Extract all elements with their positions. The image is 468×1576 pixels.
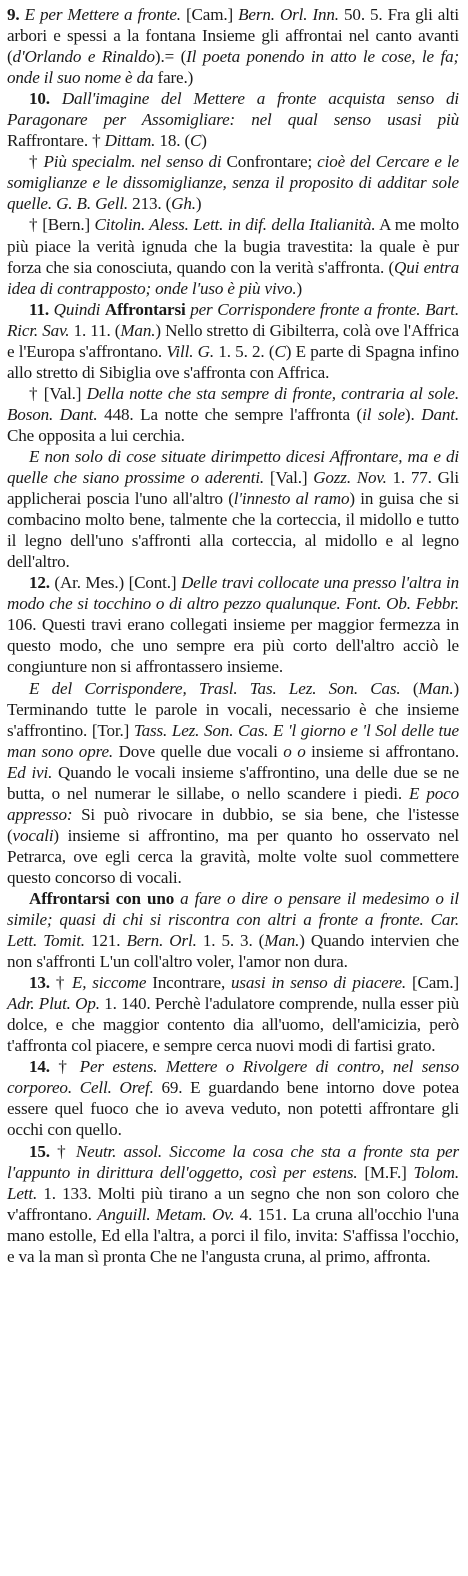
body-text: 121. bbox=[84, 931, 127, 951]
italic-text: Citolin. Aless. Lett. in dif. della Italianità. bbox=[94, 215, 376, 235]
italic-text: Anguill. Metam. Ov. bbox=[97, 1204, 235, 1224]
italic-text: d'Orlando e Rinaldo bbox=[12, 47, 155, 67]
italic-text: Per estens. Mettere o Rivolgere di contro, nel senso corporeo. Cell. Oref. bbox=[7, 1057, 459, 1098]
italic-text: E per Mettere a fronte. bbox=[19, 5, 181, 24]
italic-text: Delle travi collocate una presso l'altra in modo che si tocchino o di altro pezzo qualunque. Font. Ob. Febbr. bbox=[7, 573, 459, 614]
body-text: [Cam.] bbox=[180, 5, 239, 24]
body-text: 69. E guardando bene intorno dove potea essere quel fuoco che io aveva veduto, non potetti affrontare gli occhi con quello. bbox=[7, 1078, 460, 1140]
entry-paragraph-p13 bbox=[7, 972, 459, 1056]
body-text: [Val.] bbox=[264, 468, 314, 488]
italic-text: Dall'imagine del Mettere a fronte acquista senso di Paragonare per Assomigliare: nel qual senso usasi più bbox=[7, 89, 459, 130]
italic-text: Qui entra idea di contrapposto; onde l'uso è più vivo. bbox=[7, 257, 459, 298]
italic-text: l'innesto al ramo bbox=[233, 489, 350, 509]
italic-text: Bern. Orl. Inn. bbox=[238, 5, 339, 24]
body-text: † bbox=[49, 973, 72, 993]
body-text: 1. 11. ( bbox=[69, 320, 121, 340]
sense-number: 11. bbox=[29, 299, 49, 319]
italic-text: Tolom. Lett. bbox=[7, 1162, 459, 1203]
italic-text: Quindi bbox=[48, 299, 105, 319]
body-text: Si può rivocare in dubbio, se sia bene, che l'istesse ( bbox=[7, 804, 459, 845]
entry-paragraph-p11 bbox=[7, 299, 459, 383]
dictionary-page bbox=[7, 4, 459, 1572]
headword-phrase: Affrontarsi bbox=[104, 299, 186, 319]
body-text: A me molto più piace la verità ignuda che la bugia travestita: la quale è pur forza che sia conosciuta, quando con la verità s'affronta. ( bbox=[7, 215, 459, 277]
entry-paragraph-p12c bbox=[7, 888, 459, 972]
entry-paragraph-p9 bbox=[7, 4, 459, 88]
body-text: ) bbox=[296, 278, 303, 298]
entry-paragraph-p10c bbox=[7, 214, 459, 298]
body-text: 18. ( bbox=[155, 131, 191, 151]
body-text: † bbox=[49, 1141, 76, 1161]
italic-text: o o bbox=[283, 741, 306, 761]
headword-phrase: Affrontarsi con uno bbox=[29, 888, 175, 908]
body-text: Dove quelle due vocali bbox=[113, 741, 284, 761]
entry-paragraph-p14 bbox=[7, 1056, 459, 1140]
italic-text: Bern. Orl. bbox=[126, 931, 197, 951]
italic-text: Il poeta ponendo in atto le cose, le fa; onde il suo nome è da bbox=[7, 47, 460, 88]
entry-paragraph-p11b bbox=[7, 383, 459, 446]
body-text: † bbox=[29, 152, 44, 172]
body-text: (Ar. Mes.) [Cont.] bbox=[49, 573, 181, 593]
italic-text: E poco appresso: bbox=[7, 783, 460, 824]
entry-paragraph-p10 bbox=[7, 88, 459, 151]
italic-text: Vill. G. bbox=[166, 341, 214, 361]
entry-paragraph-p10b bbox=[7, 151, 459, 214]
italic-text: usasi in senso di piacere. bbox=[231, 973, 407, 993]
italic-text: Neutr. assol. Siccome la cosa che sta a fronte sta per l'appunto in dirittura dell'oggetto, così per estens. bbox=[7, 1141, 459, 1182]
body-text: Raffrontare. † bbox=[7, 131, 105, 151]
body-text: 1. 133. Molti più tirano a un segno che non son coloro che v'affrontano. bbox=[7, 1183, 459, 1224]
italic-text: a fare o dire o pensare il medesimo o il simile; quasi di chi si riscontra con altri a fronte a fronte. Car. Lett. Tomit. bbox=[7, 888, 459, 951]
body-text: Incontrare, bbox=[146, 973, 232, 993]
entry-paragraph-p12 bbox=[7, 572, 459, 677]
italic-text: Man. bbox=[120, 320, 156, 340]
body-text: ) insieme si affrontino, ma per quanto ho osservato nel Petrarca, ove egli cerca la gravità, molte volte suol commettere questo concorso di vocali. bbox=[7, 825, 459, 887]
body-text: ) bbox=[201, 131, 207, 151]
italic-text: E del Corrispondere, Trasl. Tas. Lez. Son. Cas. bbox=[29, 678, 401, 698]
sense-number: 13. bbox=[29, 973, 50, 993]
body-text: † [Val.] bbox=[29, 383, 87, 403]
body-text: Quando le vocali insieme s'affrontino, una delle due se ne butta, o nel numerar le sillabe, o nello scandere i piedi. bbox=[7, 762, 460, 803]
body-text: ). bbox=[404, 404, 422, 424]
body-text: 1. 5. 2. ( bbox=[213, 341, 275, 361]
body-text: ) E parte di Spagna infino allo stretto di Sibiglia ove s'affronta con Affrica. bbox=[7, 341, 459, 382]
italic-text: Man. bbox=[264, 931, 300, 951]
italic-text: C bbox=[190, 131, 202, 151]
italic-text: Adr. Plut. Op. bbox=[7, 994, 100, 1014]
italic-text: vocali bbox=[12, 825, 54, 845]
italic-text: Man. bbox=[418, 678, 454, 698]
entry-paragraph-p15 bbox=[7, 1141, 459, 1267]
italic-text: cioè del Cercare e le somiglianze e le dissomiglianze, senza il proposito di additar sole quelle. G. B. Gell. bbox=[7, 152, 459, 214]
body-text: Confrontare; bbox=[221, 152, 318, 172]
body-text: ) Terminando tutte le parole in vocali, necessario è che insieme s'affrontino. [Tor.] bbox=[7, 678, 459, 740]
sense-number: 14. bbox=[29, 1057, 50, 1077]
sense-number: 9. bbox=[7, 5, 20, 24]
italic-text: Gh. bbox=[171, 194, 196, 214]
italic-text: Ed ivi. bbox=[7, 762, 53, 782]
italic-text: Gozz. Nov. bbox=[313, 468, 387, 488]
dictionary-entries bbox=[7, 4, 459, 1267]
body-text: [Cam.] bbox=[406, 973, 459, 993]
italic-text: il sole bbox=[362, 404, 405, 424]
body-text: 1. 5. 3. ( bbox=[196, 931, 265, 951]
sense-number: 10. bbox=[29, 89, 50, 109]
italic-text: C bbox=[274, 341, 286, 361]
body-text: 213. ( bbox=[128, 194, 172, 214]
body-text: 4. 151. La cruna all'occhio l'una mano estolle, Ed ella l'altra, a porci il filo, invita: S'affissa l'occhio, e va la man sì pronta Che ne l'angusta cruna, al primo, affronta. bbox=[7, 1204, 459, 1266]
body-text: † [Bern.] bbox=[29, 215, 95, 235]
body-text: ) in guisa che si combacino molto bene, talmente che la corteccia, il midollo e tutto il legno dell'uno s'affronti alla corteccia, al midollo e al legno dell'altro. bbox=[7, 489, 459, 572]
entry-paragraph-p11c bbox=[7, 446, 459, 572]
body-text: 448. La notte che sempre l'affronta ( bbox=[97, 404, 363, 424]
entry-paragraph-p12b bbox=[7, 678, 459, 888]
italic-text: Tass. Lez. Son. Cas. E 'l giorno e 'l Sol delle tue man sono opre. bbox=[7, 720, 459, 761]
body-text: fare.) bbox=[153, 68, 194, 88]
body-text: insieme si affrontano. bbox=[305, 741, 459, 761]
sense-number: 15. bbox=[29, 1141, 50, 1161]
body-text: 50. 5. Fra gli alti arbori e spessi a la fontana Insieme gli affrontai nel canto avanti ( bbox=[7, 5, 459, 67]
body-text: 1. 140. Perchè l'adulatore comprende, nulla esser più dolce, e che maggior contento dia all'uomo, dell'amicizia, però t'affronta col piacere, e sempre cerca nuovi modi di fartisi grato. bbox=[7, 994, 459, 1056]
italic-text: Dittam. bbox=[104, 131, 156, 151]
italic-text: per Corrispondere fronte a fronte. Bart. Ricr. Sav. bbox=[7, 299, 459, 340]
italic-text: Più specialm. nel senso di bbox=[43, 152, 222, 172]
body-text: † bbox=[49, 1057, 80, 1077]
italic-text: Dant. bbox=[421, 404, 459, 424]
body-text: ( bbox=[400, 678, 419, 698]
italic-text: E non solo di cose situate dirimpetto dicesi Affrontare, ma e di quelle che siano prossime o aderenti. bbox=[7, 446, 459, 488]
body-text: ) Nello stretto di Gibilterra, colà ove l'Affrica e l'Europa s'affrontano. bbox=[7, 320, 459, 361]
italic-text: E, siccome bbox=[71, 973, 147, 993]
body-text: 106. Questi travi erano collegati insieme per maggior fermezza in questo modo, che uno sempre era più corto dell'altro acciò le congiunture non si affrontassero insieme. bbox=[7, 615, 459, 677]
body-text: ) Quando intervien che non s'affronti L'un coll'altro voler, l'amor non dura. bbox=[7, 931, 459, 972]
sense-number: 12. bbox=[29, 573, 50, 593]
body-text: Che opposita a lui cerchia. bbox=[7, 425, 185, 445]
body-text: ).= ( bbox=[154, 47, 187, 67]
body-text: ) bbox=[195, 194, 202, 214]
body-text: 1. 77. Gli applicherai poscia l'uno all'altro ( bbox=[7, 468, 459, 509]
body-text: [M.F.] bbox=[357, 1162, 414, 1182]
italic-text: Della notte che sta sempre di fronte, contraria al sole. Boson. Dant. bbox=[7, 383, 459, 424]
